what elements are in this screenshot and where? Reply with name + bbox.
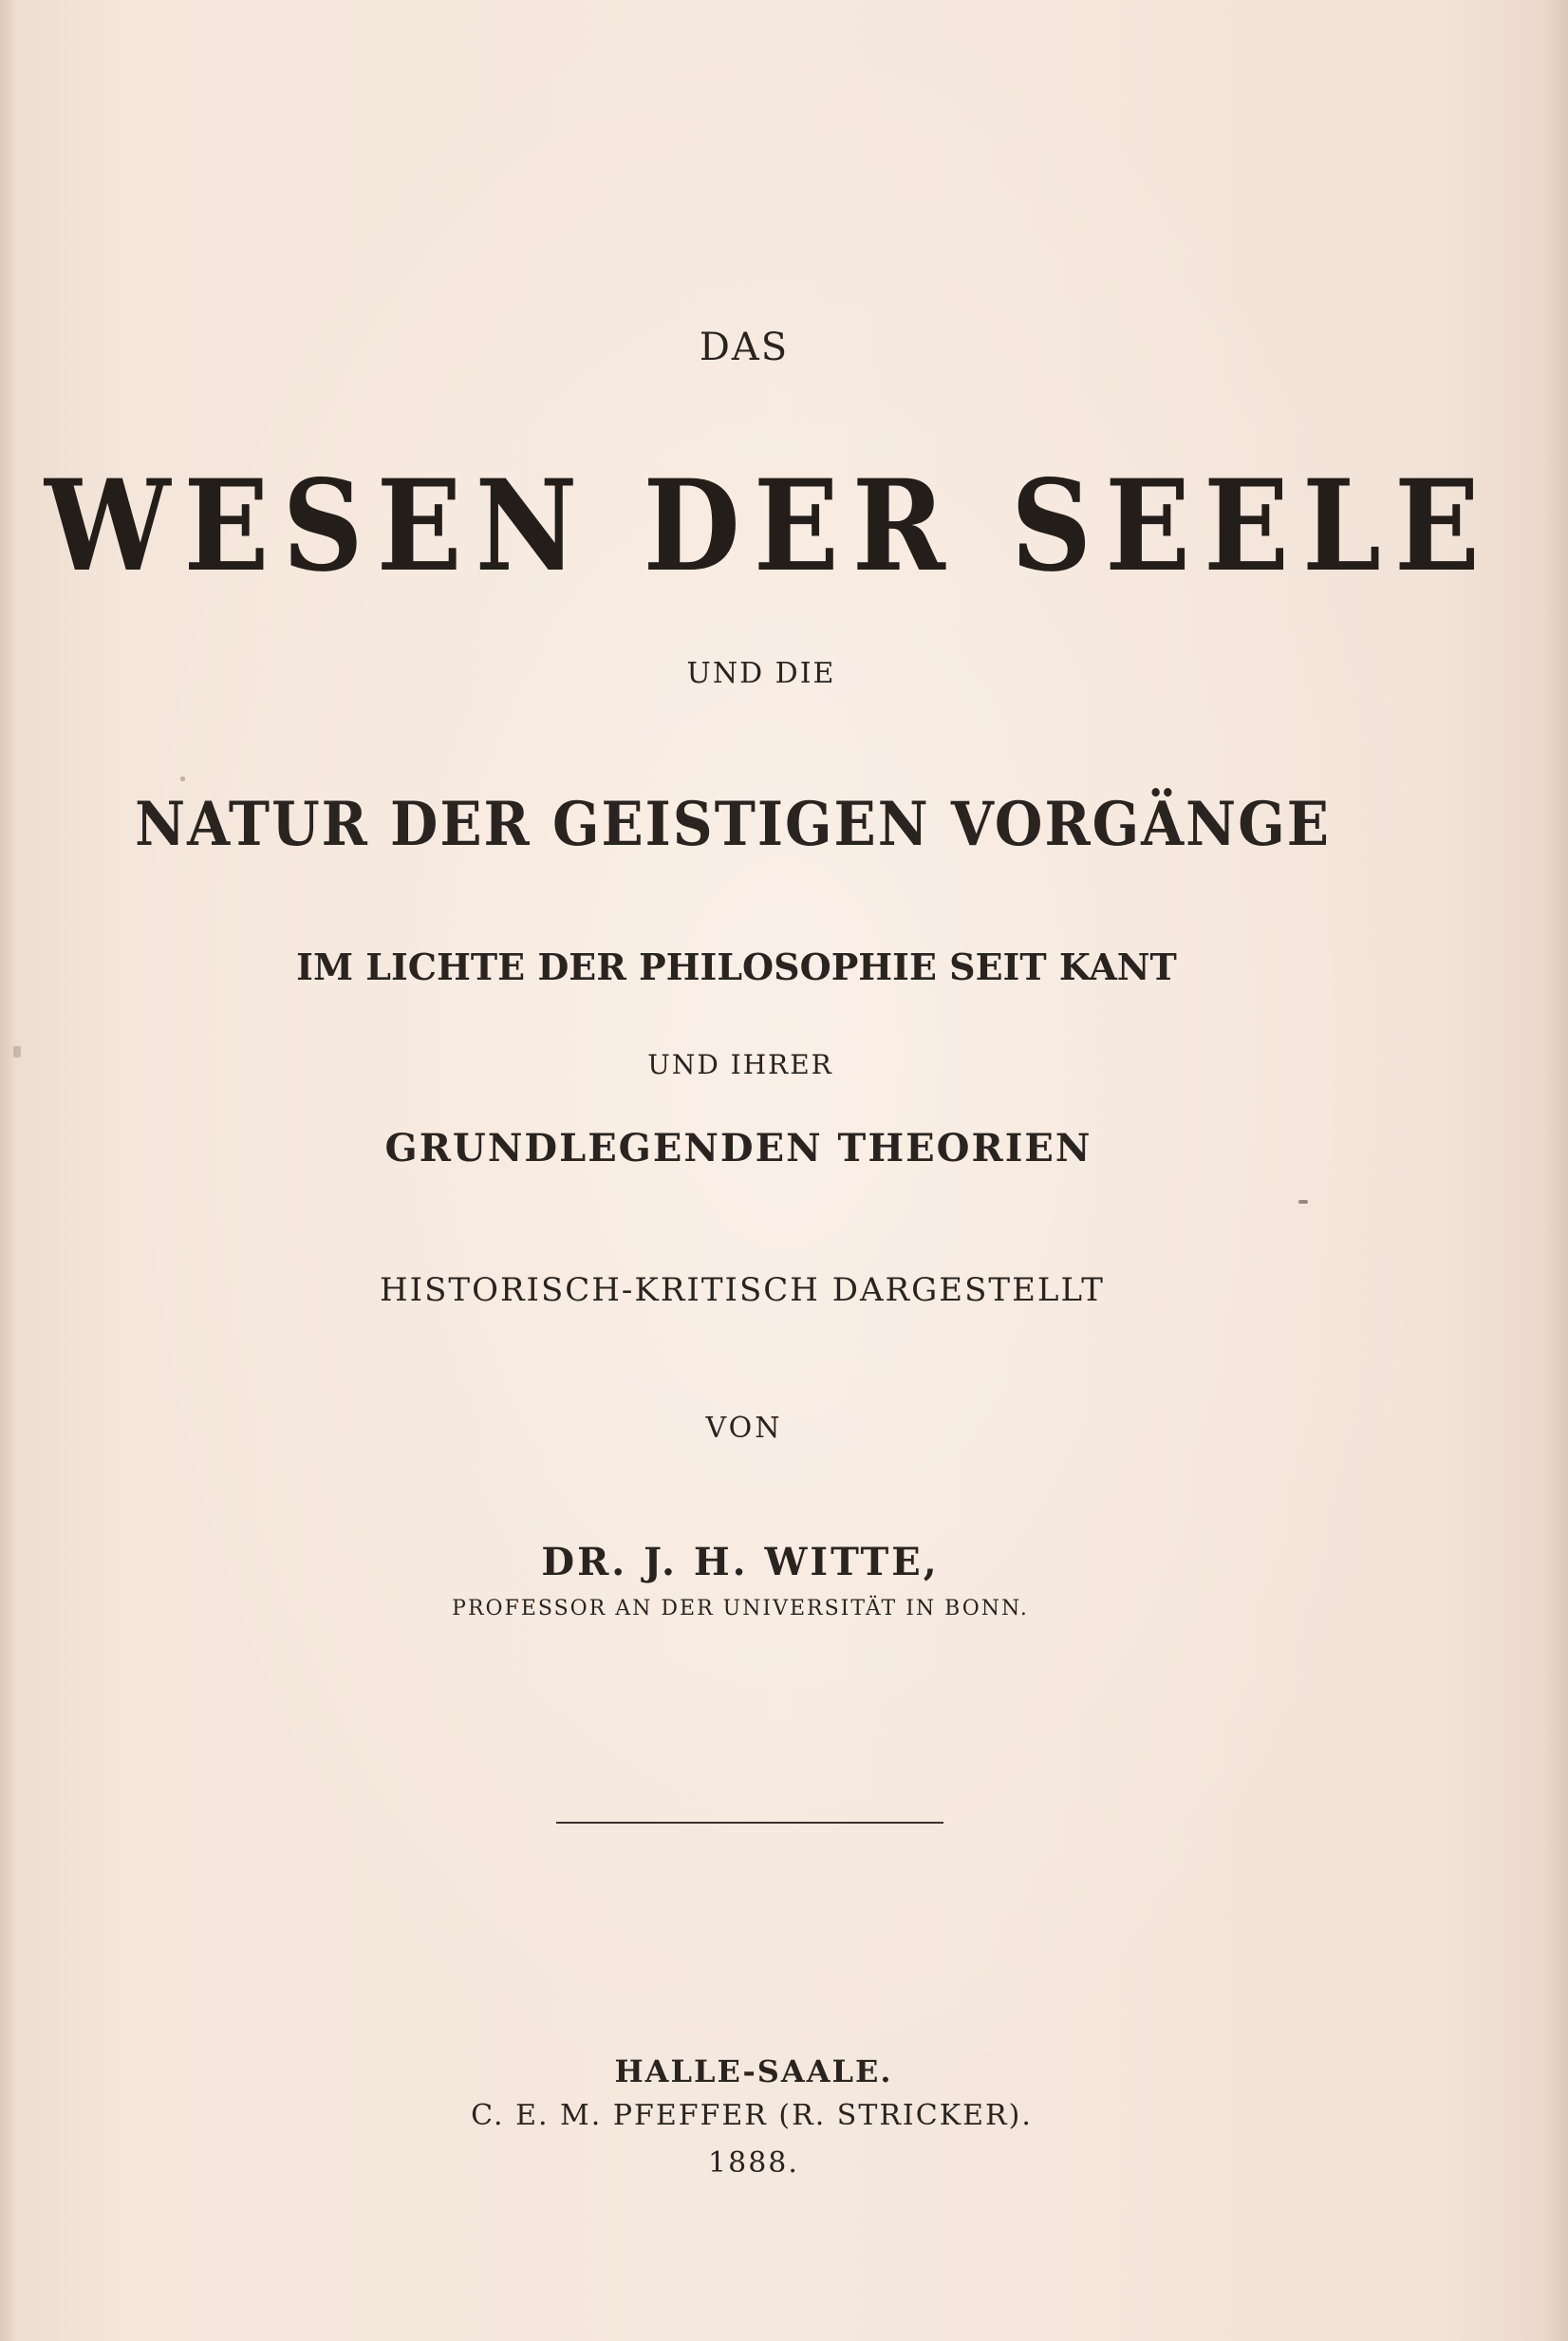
main-title: WESEN DER SEELE <box>45 451 1493 600</box>
imprint-place: HALLE-SAALE. <box>614 2053 893 2089</box>
subtitle: NATUR DER GEISTIGEN VORGÄNGE <box>135 788 1331 860</box>
subtitle-historisch: HISTORISCH-KRITISCH DARGESTELLT <box>380 1271 1105 1309</box>
subtitle-im-lichte: IM LICHTE DER PHILOSOPHIE SEIT KANT <box>296 946 1177 988</box>
scan-speck <box>180 777 185 781</box>
scan-speck <box>1298 1200 1308 1204</box>
imprint-year: 1888. <box>708 2146 799 2180</box>
author-name: DR. J. H. WITTE, <box>541 1540 940 1584</box>
author-position: PROFESSOR AN DER UNIVERSITÄT IN BONN. <box>452 1597 1029 1620</box>
subtitle-theorien: GRUNDLEGENDEN THEORIEN <box>384 1126 1092 1170</box>
page-edge-right <box>1543 0 1568 2341</box>
conjunction-und-die: UND DIE <box>686 657 836 690</box>
conjunction-und-ihrer: UND IHRER <box>647 1049 833 1080</box>
by-line: VON <box>705 1412 783 1445</box>
scan-speck <box>13 1046 21 1058</box>
divider-rule <box>556 1822 943 1824</box>
title-article: DAS <box>699 326 790 369</box>
imprint-publisher: C. E. M. PFEFFER (R. STRICKER). <box>471 2099 1033 2132</box>
